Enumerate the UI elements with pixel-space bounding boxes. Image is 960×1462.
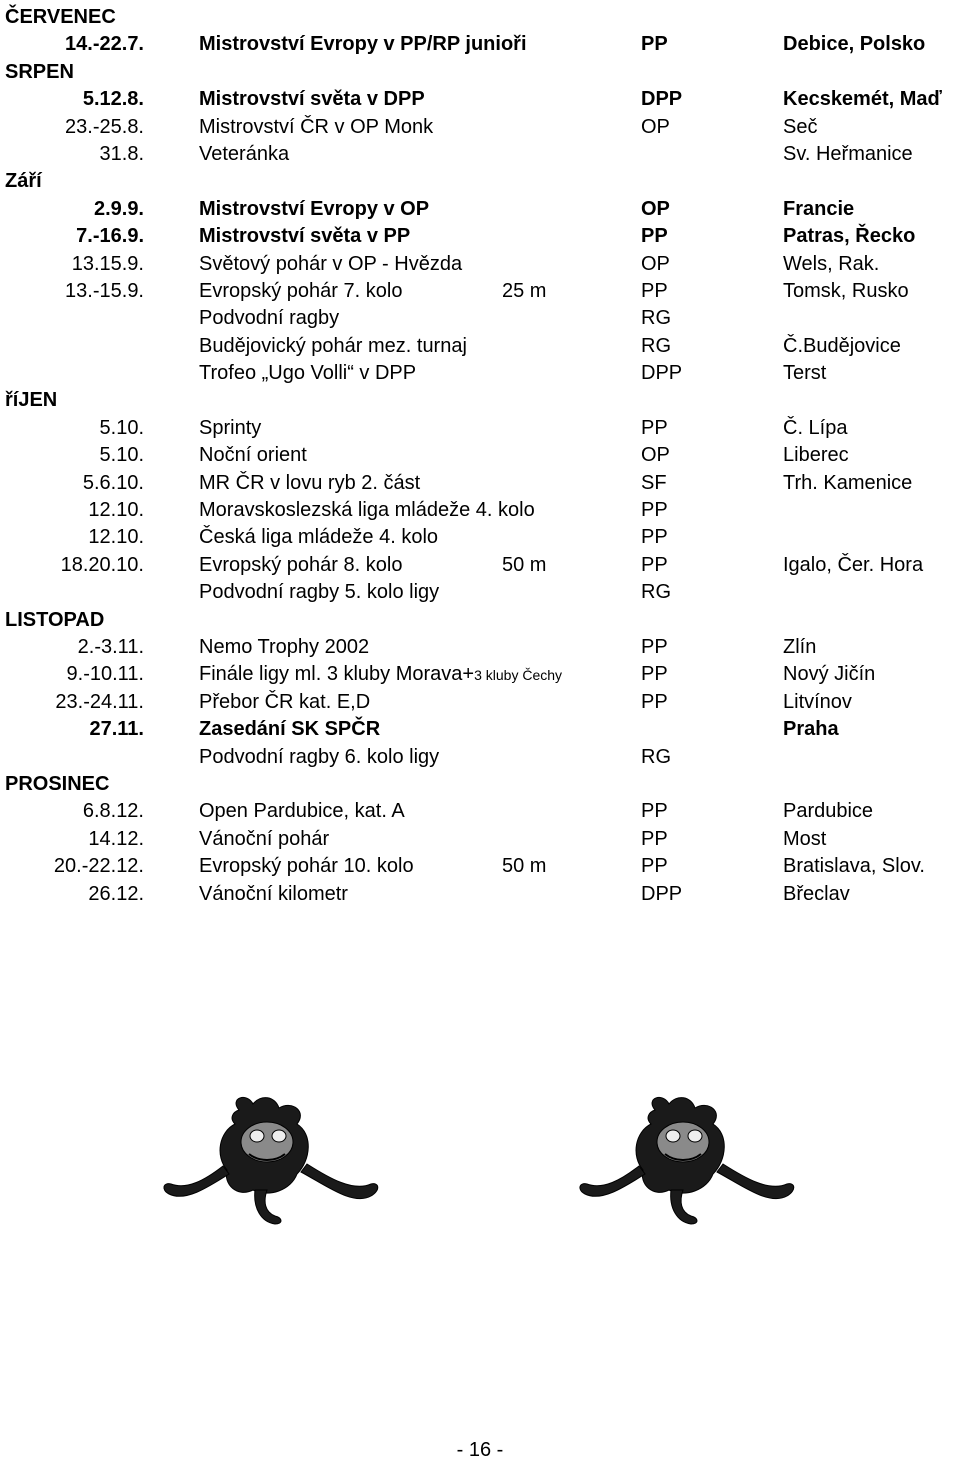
event-distance: 25 m: [502, 279, 547, 302]
event-date: 6.8.12.: [82, 800, 144, 823]
event-place: Č. Lípa: [783, 416, 848, 439]
event-row: [0, 881, 960, 908]
event-name: Moravskoslezská liga mládeže 4. kolo: [199, 499, 535, 522]
event-row: [0, 251, 960, 278]
event-place: Wels, Rak.: [783, 252, 880, 275]
event-row: [0, 333, 960, 360]
event-discipline: PP: [641, 416, 668, 439]
emblem-strip: [0, 1090, 960, 1240]
page-number: - 16 -: [456, 1439, 504, 1461]
event-discipline: PP: [641, 526, 668, 549]
event-name: Podvodní ragby: [199, 307, 340, 330]
event-discipline: DPP: [641, 88, 683, 111]
event-row: [0, 826, 960, 853]
event-name-main: Finále ligy ml. 3 kluby Morava+: [199, 663, 475, 686]
event-discipline: RG: [641, 307, 671, 330]
event-place: Debice, Polsko: [783, 33, 926, 56]
event-place: Terst: [783, 362, 827, 385]
event-place: Liberec: [783, 444, 849, 467]
month-label: SRPEN: [5, 60, 74, 83]
event-date: 13.15.9.: [71, 252, 144, 275]
event-discipline: PP: [641, 635, 668, 658]
event-discipline: DPP: [641, 882, 683, 905]
event-discipline: SF: [641, 471, 667, 494]
event-place: Most: [783, 827, 827, 850]
event-date: 14.12.: [88, 827, 144, 850]
event-name: Podvodní ragby 6. kolo ligy: [199, 745, 440, 768]
event-discipline: PP: [641, 33, 668, 56]
event-place: Seč: [783, 115, 818, 138]
event-discipline: RG: [641, 745, 671, 768]
event-name: Česká liga mládeže 4. kolo: [199, 526, 439, 549]
event-calendar: [0, 4, 960, 908]
event-row: [0, 689, 960, 716]
event-name: Noční orient: [199, 444, 307, 467]
event-date: 14.-22.7.: [65, 33, 144, 56]
event-date: 26.12.: [88, 882, 144, 905]
event-date: 23.-25.8.: [65, 115, 144, 138]
event-discipline: PP: [641, 663, 668, 686]
event-name: Sprinty: [199, 416, 262, 439]
event-row: [0, 524, 960, 551]
event-discipline: RG: [641, 581, 671, 604]
month-heading: [0, 168, 960, 195]
event-discipline: PP: [641, 690, 668, 713]
event-row: [0, 442, 960, 469]
month-heading: [0, 771, 960, 798]
event-row: [0, 661, 960, 688]
event-name: Mistrovství Evropy v PP/RP junioři: [199, 33, 527, 56]
event-discipline: PP: [641, 827, 668, 850]
event-discipline: OP: [641, 197, 670, 220]
event-row: [0, 634, 960, 661]
event-name: Trofeo „Ugo Volli“ v DPP: [199, 362, 417, 385]
event-name: Veteránka: [199, 142, 290, 165]
event-discipline: PP: [641, 855, 668, 878]
event-distance: 50 m: [502, 553, 547, 576]
event-row: [0, 415, 960, 442]
month-heading: [0, 59, 960, 86]
event-place: Praha: [783, 718, 839, 741]
month-label: PROSINEC: [5, 772, 110, 795]
event-name: Světový pohár v OP - Hvězda: [199, 252, 463, 275]
event-name: Zasedání SK SPČR: [199, 718, 381, 741]
month-heading: [0, 387, 960, 414]
event-place: Kecskemét, Maď: [783, 88, 942, 111]
event-discipline: PP: [641, 279, 668, 302]
event-name: MR ČR v lovu ryb 2. část: [199, 471, 421, 494]
event-date: 2.-3.11.: [77, 635, 144, 658]
event-place: Břeclav: [783, 882, 850, 905]
event-place: Pardubice: [783, 800, 874, 823]
event-name: Přebor ČR kat. E,D: [199, 690, 371, 713]
event-discipline: PP: [641, 225, 668, 248]
event-date: 27.11.: [89, 718, 144, 741]
event-row: [0, 114, 960, 141]
event-row: [0, 31, 960, 58]
frog-emblem-icon: [573, 1090, 803, 1230]
event-name: Vánoční pohár: [199, 827, 330, 850]
event-row: [0, 497, 960, 524]
event-place: Patras, Řecko: [783, 225, 916, 248]
event-name: Budějovický pohár mez. turnaj: [199, 334, 467, 357]
event-discipline: PP: [641, 800, 668, 823]
event-discipline: PP: [641, 553, 668, 576]
event-date: 18.20.10.: [60, 553, 144, 576]
month-heading: [0, 607, 960, 634]
event-discipline: RG: [641, 334, 671, 357]
event-place: Francie: [783, 197, 855, 220]
event-date: 5.10.: [99, 444, 144, 467]
event-name: Evropský pohár 10. kolo: [199, 855, 414, 878]
event-row: [0, 798, 960, 825]
event-name: Mistrovství Evropy v OP: [199, 197, 430, 220]
event-name: Podvodní ragby 5. kolo ligy: [199, 581, 440, 604]
event-name: Open Pardubice, kat. A: [199, 800, 405, 823]
event-date: 23.-24.11.: [55, 690, 144, 713]
event-discipline: OP: [641, 444, 670, 467]
event-row: [0, 141, 960, 168]
event-place: Trh. Kamenice: [783, 471, 913, 494]
event-place: Zlín: [783, 635, 817, 658]
event-date: 5.12.8.: [82, 88, 144, 111]
event-row: [0, 223, 960, 250]
frog-emblem-icon: [157, 1090, 387, 1230]
event-row: [0, 196, 960, 223]
event-row: [0, 86, 960, 113]
event-place: Č.Budějovice: [783, 334, 901, 357]
event-date: 7.-16.9.: [76, 225, 144, 248]
month-label: ČERVENEC: [5, 6, 116, 28]
event-row: [0, 278, 960, 305]
event-date: 13.-15.9.: [65, 279, 144, 302]
event-place: Tomsk, Rusko: [783, 279, 909, 302]
event-row: [0, 470, 960, 497]
month-label: říJEN: [5, 389, 58, 412]
event-date: 2.9.9.: [93, 197, 144, 220]
event-name: Evropský pohár 8. kolo: [199, 553, 403, 576]
event-name-small: 3 kluby Čechy: [474, 667, 563, 684]
month-label: Září: [5, 170, 42, 193]
event-distance: 50 m: [502, 855, 547, 878]
event-place: Nový Jičín: [783, 663, 876, 686]
event-name: Mistrovství ČR v OP Monk: [199, 115, 434, 138]
event-row: [0, 853, 960, 880]
event-place: Bratislava, Slov.: [783, 855, 925, 878]
event-name: Mistrovství světa v DPP: [199, 88, 425, 111]
event-name: Evropský pohár 7. kolo: [199, 279, 403, 302]
event-date: 12.10.: [88, 526, 144, 549]
event-name: Mistrovství světa v PP: [199, 225, 411, 248]
event-date: 12.10.: [88, 499, 144, 522]
event-row: [0, 744, 960, 771]
event-place: Igalo, Čer. Hora: [783, 553, 924, 576]
event-name: Nemo Trophy 2002: [199, 635, 370, 658]
event-row: [0, 552, 960, 579]
month-heading: [0, 4, 960, 31]
event-place: Litvínov: [783, 690, 852, 713]
event-discipline: OP: [641, 115, 670, 138]
event-date: 20.-22.12.: [53, 855, 144, 878]
event-row: [0, 716, 960, 743]
event-row: [0, 305, 960, 332]
event-discipline: PP: [641, 499, 668, 522]
event-date: 9.-10.11.: [66, 663, 144, 686]
month-label: LISTOPAD: [5, 608, 105, 631]
event-date: 5.10.: [99, 416, 144, 439]
event-discipline: DPP: [641, 362, 683, 385]
event-date: 31.8.: [99, 142, 144, 165]
event-row: [0, 360, 960, 387]
event-row: [0, 579, 960, 606]
event-name: Vánoční kilometr: [199, 882, 348, 905]
event-name: [199, 661, 562, 689]
event-place: Sv. Heřmanice: [783, 142, 913, 165]
event-discipline: OP: [641, 252, 670, 275]
event-date: 5.6.10.: [82, 471, 144, 494]
